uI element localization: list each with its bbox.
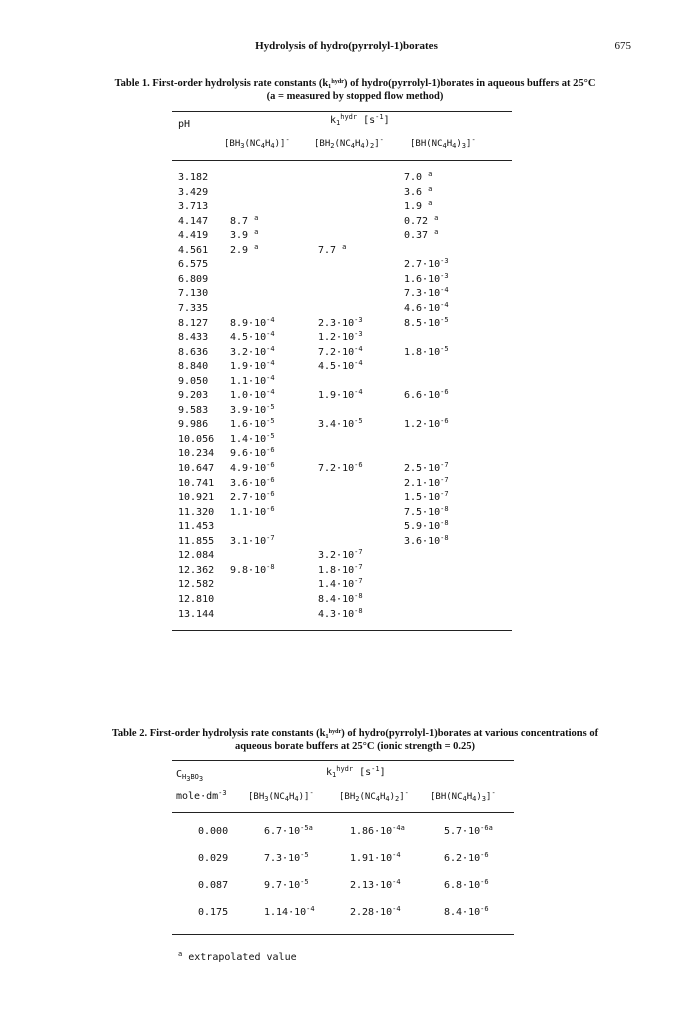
- ph-cell: 9.583: [178, 404, 209, 416]
- rate-cell: $3.2\cdot 10^{-4}$: [230, 344, 275, 358]
- rate-cell: 7.7 $^a$: [318, 242, 347, 256]
- rate-cell: $1.4\cdot 10^{-5}$: [230, 431, 275, 445]
- table2-header-rule: [172, 812, 514, 813]
- rate-cell: $1.2\cdot 10^{-6}$: [404, 417, 449, 431]
- rate-cell: $7.3\cdot 10^{-4}$: [404, 286, 449, 300]
- ph-cell: 12.084: [178, 550, 215, 562]
- rate-cell: $3.1\cdot 10^{-7}$: [230, 533, 275, 547]
- table1-caption-line2: (a = measured by stopped flow method): [266, 91, 444, 102]
- ph-cell: 9.986: [178, 419, 209, 431]
- rate-cell: $4.6\cdot 10^{-4}$: [404, 300, 449, 314]
- rate-cell: $1.6\cdot 10^{-5}$: [230, 417, 275, 431]
- ph-cell: 9.050: [178, 375, 209, 387]
- rate-cell: $2.7\cdot 10^{-6}$: [230, 490, 275, 504]
- rate-cell: $1.9\cdot 10^{-4}$: [318, 388, 363, 402]
- running-title: Hydrolysis of hydro(pyrrolyl-1)borates: [255, 40, 438, 52]
- rate-cell: $3.4\cdot 10^{-5}$: [318, 417, 363, 431]
- table1-caption-line1: Table 1. First-order hydrolysis rate constants (k₁ʰʸᵈʳ) of hydro(pyrrolyl-1)borates in aqueous buffers at 25°C: [114, 78, 596, 89]
- rate-cell: 0.72 $^a$: [404, 213, 439, 227]
- ph-cell: 8.840: [178, 361, 209, 373]
- table2-header-c: $C_{H_3BO_3}$: [176, 769, 204, 783]
- rate-cell: $1.1\cdot 10^{-4}$: [230, 373, 275, 387]
- rate-cell: $4.9\cdot 10^{-6}$: [230, 461, 275, 474]
- table1-top-rule: [172, 111, 512, 112]
- ph-cell: 3.429: [178, 186, 209, 198]
- rate-cell: $1.86\cdot 10^{-4a}$: [350, 824, 405, 837]
- table2-header-b1: $[BH_3(NC_4H_4)]^-$: [248, 789, 314, 803]
- rate-cell: 0.37 $^a$: [404, 228, 439, 242]
- rate-cell: 1.9 $^a$: [404, 199, 433, 213]
- ph-cell: 7.130: [178, 288, 209, 300]
- ph-cell: 12.582: [178, 579, 215, 591]
- rate-cell: $1.9\cdot 10^{-4}$: [230, 359, 275, 373]
- ph-cell: 9.203: [178, 390, 209, 402]
- rate-cell: $2.3\cdot 10^{-3}$: [318, 315, 363, 329]
- rate-cell: $2.1\cdot 10^{-7}$: [404, 475, 449, 489]
- rate-cell: $1.8\cdot 10^{-7}$: [318, 562, 363, 576]
- ph-cell: 10.234: [178, 448, 215, 460]
- table2-header-k: $k_1^{hydr}$ $[s^{-1}]$: [326, 765, 386, 779]
- ph-cell: 4.419: [178, 230, 209, 242]
- ph-cell: 10.647: [178, 463, 215, 474]
- table2-header-b2: $[BH_2(NC_4H_4)_2]^-$: [339, 789, 409, 803]
- ph-cell: 8.636: [178, 346, 209, 358]
- concentration-cell: 0.087: [198, 880, 229, 891]
- rate-cell: $9.6\cdot 10^{-6}$: [230, 446, 275, 460]
- ph-cell: 8.127: [178, 317, 209, 329]
- table2-footnote: $^a$ extrapolated value: [178, 950, 297, 963]
- rate-cell: $4.5\cdot 10^{-4}$: [230, 330, 275, 344]
- rate-cell: $9.7\cdot 10^{-5}$: [264, 878, 309, 891]
- rate-cell: $1.14\cdot 10^{-4}$: [264, 905, 315, 918]
- table1-header-b2: $[BH_2(NC_4H_4)_2]^-$: [314, 136, 384, 150]
- ph-cell: 10.056: [178, 433, 215, 445]
- table1-bottom-rule: [172, 630, 512, 631]
- rate-cell: $3.2\cdot 10^{-7}$: [318, 548, 363, 562]
- ph-cell: 11.855: [178, 535, 215, 547]
- rate-cell: $5.7\cdot 10^{-6a}$: [444, 824, 493, 837]
- ph-cell: 8.433: [178, 332, 209, 344]
- rate-cell: $2.28\cdot 10^{-4}$: [350, 905, 401, 918]
- rate-cell: 8.7 $^a$: [230, 213, 259, 227]
- ph-cell: 11.320: [178, 506, 215, 518]
- table1-header-b1: $[BH_3(NC_4H_4)]^-$: [224, 136, 290, 150]
- rate-cell: $6.8\cdot 10^{-6}$: [444, 878, 489, 891]
- rate-cell: $1.6\cdot 10^{-3}$: [404, 271, 449, 285]
- rate-cell: $9.8\cdot 10^{-8}$: [230, 562, 275, 576]
- ph-cell: 11.453: [178, 521, 215, 533]
- table1-header-rule: [172, 160, 512, 161]
- table2-header-unit: $mole\cdot dm^{-3}$: [176, 789, 227, 802]
- table2-top-rule: [172, 760, 514, 761]
- concentration-cell: 0.000: [198, 826, 229, 837]
- table2-caption-line2: aqueous borate buffers at 25°C (ionic strength = 0.25): [234, 741, 476, 752]
- rate-cell: $3.6\cdot 10^{-8}$: [404, 533, 449, 547]
- rate-cell: 7.0 $^a$: [404, 170, 433, 183]
- rate-cell: $7.2\cdot 10^{-6}$: [318, 461, 363, 474]
- ph-cell: 13.144: [178, 608, 215, 620]
- page-number: 675: [614, 40, 631, 52]
- table1-header-b3: $[BH(NC_4H_4)_3]^-$: [410, 136, 476, 150]
- rate-cell: $5.9\cdot 10^{-8}$: [404, 519, 449, 533]
- rate-cell: $2.7\cdot 10^{-3}$: [404, 257, 449, 271]
- rate-cell: $1.1\cdot 10^{-6}$: [230, 504, 275, 518]
- rate-cell: $2.13\cdot 10^{-4}$: [350, 878, 401, 891]
- concentration-cell: 0.029: [198, 853, 229, 864]
- rate-cell: 3.9 $^a$: [230, 228, 259, 242]
- table2-bottom-rule: [172, 934, 514, 935]
- rate-cell: $8.4\cdot 10^{-8}$: [318, 591, 363, 605]
- rate-cell: $4.5\cdot 10^{-4}$: [318, 359, 363, 373]
- rate-cell: 2.9 $^a$: [230, 242, 259, 256]
- rate-cell: $3.6\cdot 10^{-6}$: [230, 475, 275, 489]
- ph-cell: 6.809: [178, 273, 209, 285]
- rate-cell: $6.7\cdot 10^{-5a}$: [264, 824, 313, 837]
- rate-cell: 3.6 $^a$: [404, 184, 433, 198]
- concentration-cell: 0.175: [198, 907, 229, 918]
- rate-cell: $6.2\cdot 10^{-6}$: [444, 851, 489, 864]
- rate-cell: $7.3\cdot 10^{-5}$: [264, 851, 309, 864]
- rate-cell: $2.5\cdot 10^{-7}$: [404, 461, 449, 474]
- ph-cell: 10.741: [178, 477, 215, 489]
- rate-cell: $1.0\cdot 10^{-4}$: [230, 388, 275, 402]
- rate-cell: $7.2\cdot 10^{-4}$: [318, 344, 363, 358]
- ph-cell: 12.810: [178, 593, 215, 605]
- rate-cell: $1.8\cdot 10^{-5}$: [404, 344, 449, 358]
- table2-header-b3: $[BH(NC_4H_4)_3]^-$: [430, 789, 496, 803]
- table1-header-k: $k_1^{hydr}$ $[s^{-1}]$: [330, 113, 390, 127]
- rate-cell: $7.5\cdot 10^{-8}$: [404, 504, 449, 518]
- rate-cell: $1.91\cdot 10^{-4}$: [350, 851, 401, 864]
- rate-cell: $3.9\cdot 10^{-5}$: [230, 402, 275, 416]
- table1-header-ph: pH: [178, 119, 191, 130]
- rate-cell: $4.3\cdot 10^{-8}$: [318, 606, 363, 620]
- rate-cell: $1.2\cdot 10^{-3}$: [318, 330, 363, 344]
- ph-cell: 6.575: [178, 259, 209, 271]
- rate-cell: $1.5\cdot 10^{-7}$: [404, 490, 449, 504]
- ph-cell: 4.147: [178, 215, 209, 227]
- ph-cell: 3.713: [178, 201, 209, 213]
- ph-cell: 3.182: [178, 172, 209, 183]
- table2-caption-line1: Table 2. First-order hydrolysis rate constants (k₁ʰʸᵈʳ) of hydro(pyrrolyl-1)borates at various concentrations of: [111, 728, 599, 739]
- rate-cell: $8.9\cdot 10^{-4}$: [230, 315, 275, 329]
- rate-cell: $1.4\cdot 10^{-7}$: [318, 577, 363, 591]
- rate-cell: $8.4\cdot 10^{-6}$: [444, 905, 489, 918]
- rate-cell: $8.5\cdot 10^{-5}$: [404, 315, 449, 329]
- ph-cell: 4.561: [178, 244, 209, 256]
- ph-cell: 10.921: [178, 492, 215, 504]
- ph-cell: 12.362: [178, 564, 215, 576]
- ph-cell: 7.335: [178, 302, 209, 314]
- rate-cell: $6.6\cdot 10^{-6}$: [404, 388, 449, 402]
